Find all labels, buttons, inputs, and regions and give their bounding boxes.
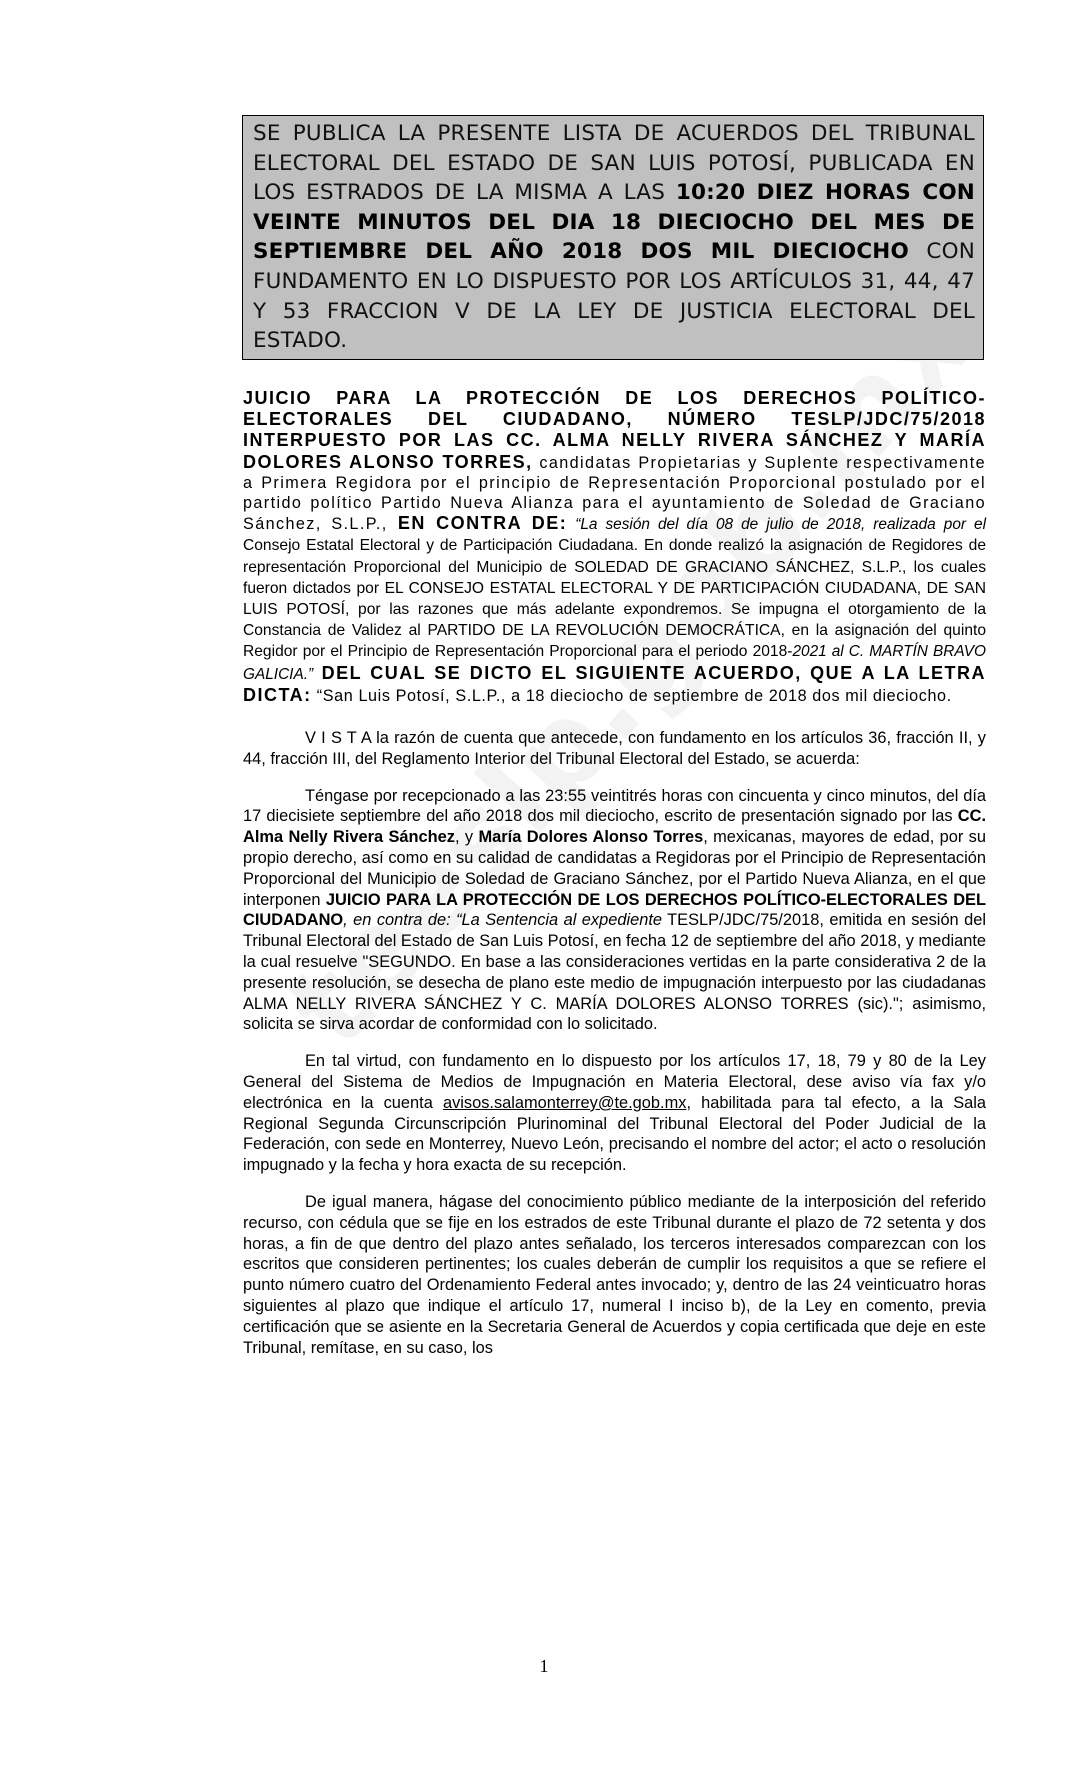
case-header-paragraph: [243, 388, 986, 706]
reception-name-1: CC. Alma Nelly Rivera Sánchez: [243, 807, 986, 847]
reception-text-2: , y: [455, 828, 479, 847]
reception-text-1: Téngase por recepcionado a las 23:55 veintitrés horas con cincuenta y cinco minutos, del día 17 diecisiete septiembre del año 2018 dos mil dieciocho, escrito de presentación signado por las: [243, 786, 986, 826]
act-challenged-quote: “La sesión del día 08 de julio de 2018, realizada por el: [567, 516, 986, 534]
paragraph-public-notice: [243, 1192, 986, 1358]
publication-notice-box: [242, 115, 984, 360]
act-challenged-end: 2021 al C. MARTÍN BRAVO GALICIA.”: [243, 643, 986, 683]
act-challenged-text: Consejo Estatal Electoral y de Participación Ciudadana. En donde realizó la asignación de Regidores de representación Proporcional del Municipio de SOLEDAD DE GRACIANO SÁNCHEZ, S.L.P., los cuales fueron dictados por EL CONSEJO ESTATAL ELECTORAL Y DE PARTICIPACIÓN CIUDADANA, DE SAN LUIS POTOSÍ, por las razones que más adelante expondremos. Se impugna el otorgamiento de la Constancia de Validez al PARTIDO DE LA REVOLUCIÓN DEMOCRÁTICA, en la asignación del quinto Regidor por el Principio de Representación Proporcional para el periodo 2018-: [243, 537, 986, 661]
agreement-intro: DEL CUAL SE DICTO EL SIGUIENTE ACUERDO, QUE A LA LETRA DICTA:: [243, 662, 986, 705]
email-link[interactable]: avisos.salamonterrey@te.gob.mx: [442, 1093, 687, 1112]
case-candidates-description: candidatas Propietarias y Suplente respectivamente a Primera Regidora por el principio de Representación Proporcional postulado por el partido político Partido Nueva Alianza para el ayuntamiento de Soledad de Graciano Sánchez, S.L.P.,: [243, 453, 986, 534]
paragraph-vista-text: V I S T A la razón de cuenta que antecede, con fundamento en los artículos 36, fracción II, y 44, fracción III, del Reglamento Interior del Tribunal Electoral del Estado, se acuerda:: [243, 729, 986, 768]
paragraph-vista: [243, 728, 986, 770]
notice-text: SE PUBLICA LA PRESENTE LISTA DE ACUERDOS DEL TRIBUNAL ELECTORAL DEL ESTADO DE SAN LUIS POTOSÍ, PUBLICADA EN LOS ESTRADOS DE LA MISMA A LAS: [253, 121, 975, 206]
case-title: JUICIO PARA LA PROTECCIÓN DE LOS DERECHOS POLÍTICO-ELECTORALES DEL CIUDADANO, NÚMERO TESLP/JDC/75/2018 INTERPUESTO POR LAS CC. ALMA NELLY RIVERA SÁNCHEZ Y MARÍA DOLORES ALONSO TORRES,: [243, 388, 986, 472]
paragraph-notification: [243, 1051, 986, 1176]
reception-name-2: María Dolores Alonso Torres: [478, 828, 704, 847]
notice-time-date: 10:20 DIEZ HORAS CON VEINTE MINUTOS DEL DIA 18 DIECIOCHO DEL MES DE SEPTIEMBRE DEL AÑO 2018 DOS MIL DIECIOCHO: [253, 180, 975, 265]
reception-text-3: , mexicanas, mayores de edad, por su propio derecho, así como en su calidad de candidatas a Regidoras por el Principio de Representación Proporcional del Municipio de Soledad de Graciano Sánchez, por el Partido Nueva Alianza, en el que interponen: [243, 828, 986, 909]
against-label: EN CONTRA DE:: [387, 513, 568, 534]
public-notice-text: De igual manera, hágase del conocimiento público mediante de la interposición del referido recurso, con cédula que se fije en los estrados de este Tribunal durante el plazo de 72 setenta y dos horas, a fin de que dentro del plazo antes señalado, los terceros interesados comparezcan con los escritos que consideren pertinentes; los cuales deberán de cumplir los requisitos a que se refiere el punto número cuatro del Ordenamiento Federal antes invocado; y, dentro de las 24 veinticuatro horas siguientes al plazo que indique el artículo 17, numeral I inciso b), de la Ley en comento, previa certificación que se asiente en la Secretaria General de Acuerdos y copia certificada que deje en este Tribunal, remítase, en su caso, los: [243, 1192, 986, 1357]
page-number: 1: [539, 1656, 549, 1676]
reception-against: , en contra de: “La Sentencia al expediente: [343, 911, 663, 930]
notice-legal-basis: CON FUNDAMENTO EN LO DISPUESTO POR LOS ARTÍCULOS 31, 44, 47 Y 53 FRACCION V DE LA LEY DE JUSTICIA ELECTORAL DEL ESTADO.: [253, 239, 975, 354]
reception-trial-type: JUICIO PARA LA PROTECCIÓN DE LOS DERECHOS POLÍTICO-ELECTORALES DEL CIUDADANO: [243, 890, 986, 930]
paragraph-reception: [243, 786, 986, 1036]
reception-text-4: TESLP/JDC/75/2018, emitida en sesión del Tribunal Electoral del Estado de San Luis Potosí, en fecha 12 de septiembre del año 2018, y mediante la cual resuelve "SEGUNDO. En base a las consideraciones vertidas en la parte considerativa 2 de la presente resolución, se desecha de plano este medio de impugnación interpuesto por las ciudadanas ALMA NELLY RIVERA SÁNCHEZ Y C. MARÍA DOLORES ALONSO TORRES (sic)."; asimismo, solicita se sirva acordar de conformidad con lo solicitado.: [243, 911, 986, 1034]
notification-text-2: , habilitada para tal efecto, a la Sala Regional Segunda Circunscripción Plurinominal del Tribunal Electoral del Poder Judicial de la Federación, con sede en Monterrey, Nuevo León, precisando el nombre del actor; el acto o resolución impugnado y la fecha y hora exacta de su recepción.: [243, 1093, 986, 1175]
notification-text-1: En tal virtud, con fundamento en lo dispuesto por los artículos 17, 18, 79 y 80 de la Ley General del Sistema de Medios de Impugnación en Materia Electoral, dese aviso vía fax y/o electrónica en la cuenta: [243, 1052, 986, 1112]
agreement-date: “San Luis Potosí, S.L.P., a 18 dieciocho de septiembre de 2018 dos mil dieciocho.: [311, 686, 952, 705]
document-body: [243, 388, 986, 1358]
